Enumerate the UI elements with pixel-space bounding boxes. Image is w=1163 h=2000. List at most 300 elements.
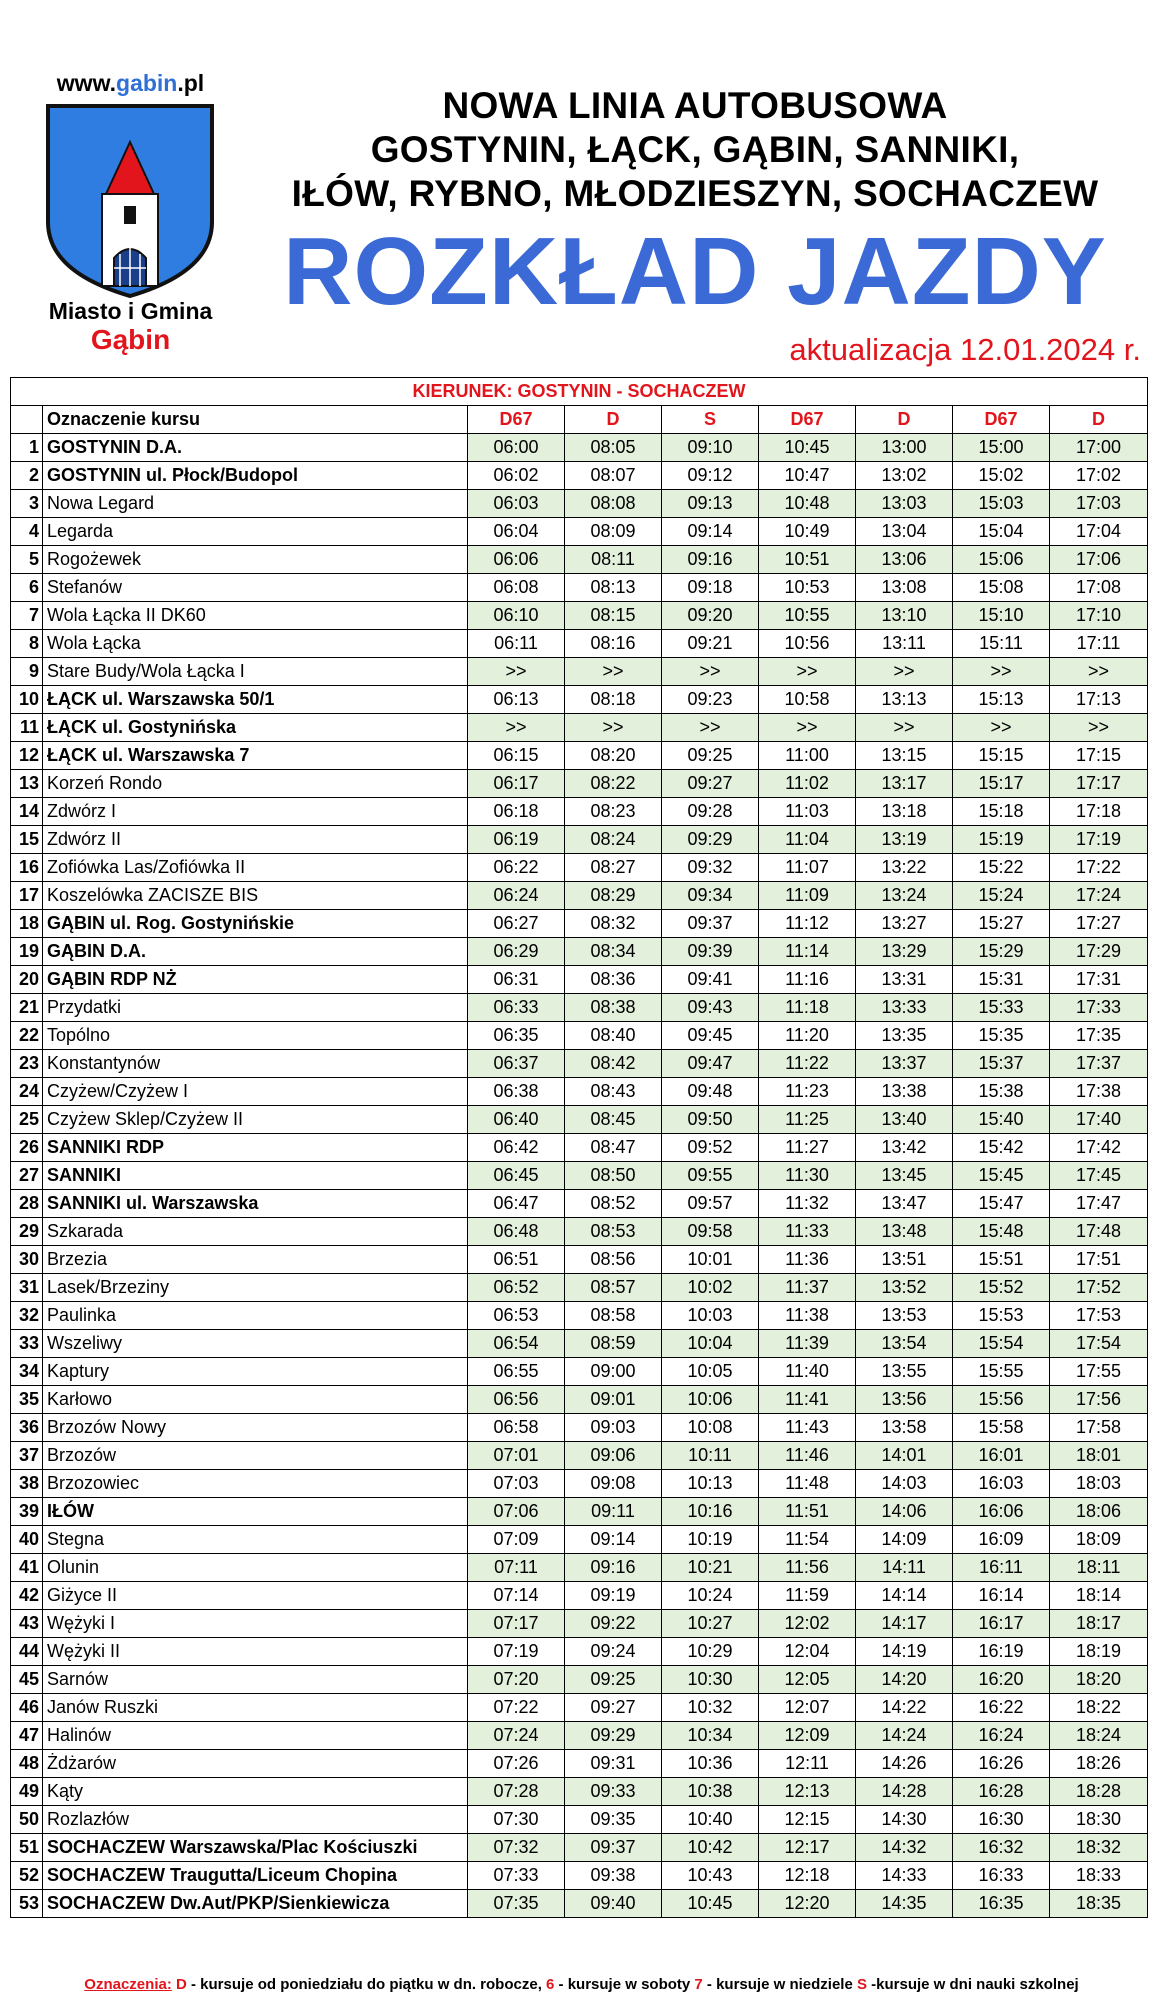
departure-time: 09:08 [565, 1470, 662, 1498]
departure-time: 18:19 [1050, 1638, 1148, 1666]
departure-time: 17:33 [1050, 994, 1148, 1022]
departure-time: 09:29 [565, 1722, 662, 1750]
departure-time: 08:47 [565, 1134, 662, 1162]
departure-time: 14:11 [856, 1554, 953, 1582]
departure-time: 06:03 [468, 490, 565, 518]
departure-time: 11:03 [759, 798, 856, 826]
departure-time: 06:15 [468, 742, 565, 770]
departure-time: 10:49 [759, 518, 856, 546]
departure-time: 07:26 [468, 1750, 565, 1778]
departure-time: 18:03 [1050, 1470, 1148, 1498]
departure-time: 11:41 [759, 1386, 856, 1414]
departure-time: 16:09 [953, 1526, 1050, 1554]
departure-time: 08:13 [565, 574, 662, 602]
course-code-5: D [856, 406, 953, 434]
departure-time: 18:28 [1050, 1778, 1148, 1806]
departure-time: 06:18 [468, 798, 565, 826]
table-row [11, 546, 1148, 574]
legend-text-s: -kursuje w dni nauki szkolnej [866, 1976, 1079, 1993]
table-row [11, 938, 1148, 966]
table-row [11, 574, 1148, 602]
departure-time: 13:24 [856, 882, 953, 910]
municipality-logo [28, 70, 233, 360]
stop-number: 42 [11, 1582, 43, 1610]
departure-time: 12:13 [759, 1778, 856, 1806]
departure-time: 13:33 [856, 994, 953, 1022]
departure-time: 11:56 [759, 1554, 856, 1582]
stop-name: Brzozowiec [43, 1470, 468, 1498]
departure-time: 10:06 [662, 1386, 759, 1414]
departure-time: >> [565, 714, 662, 742]
departure-time: 10:29 [662, 1638, 759, 1666]
stop-number: 30 [11, 1246, 43, 1274]
departure-time: 16:01 [953, 1442, 1050, 1470]
departure-time: 16:24 [953, 1722, 1050, 1750]
departure-time: 13:02 [856, 462, 953, 490]
stop-number: 48 [11, 1750, 43, 1778]
stop-number: 36 [11, 1414, 43, 1442]
departure-time: 18:17 [1050, 1610, 1148, 1638]
stop-name: Brzozów [43, 1442, 468, 1470]
departure-time: 10:48 [759, 490, 856, 518]
departure-time: 13:31 [856, 966, 953, 994]
departure-time: 09:40 [565, 1890, 662, 1918]
departure-time: 09:45 [662, 1022, 759, 1050]
departure-time: 11:02 [759, 770, 856, 798]
stop-number: 19 [11, 938, 43, 966]
departure-time: 18:32 [1050, 1834, 1148, 1862]
departure-time: 17:02 [1050, 462, 1148, 490]
stop-name: Stegna [43, 1526, 468, 1554]
stop-number: 34 [11, 1358, 43, 1386]
course-code-7: D [1050, 406, 1148, 434]
departure-time: 17:47 [1050, 1190, 1148, 1218]
stop-name: Brzozów Nowy [43, 1414, 468, 1442]
stop-name: Zofiówka Las/Zofiówka II [43, 854, 468, 882]
stop-name: Halinów [43, 1722, 468, 1750]
legend-code-6: 6 [546, 1976, 555, 1993]
table-row [11, 434, 1148, 462]
departure-time: 06:10 [468, 602, 565, 630]
departure-time: >> [565, 658, 662, 686]
departure-time: 10:03 [662, 1302, 759, 1330]
departure-time: 18:33 [1050, 1862, 1148, 1890]
stop-name: Giżyce II [43, 1582, 468, 1610]
course-code-2: D [565, 406, 662, 434]
departure-time: 09:19 [565, 1582, 662, 1610]
departure-time: 08:29 [565, 882, 662, 910]
departure-time: 15:45 [953, 1162, 1050, 1190]
departure-time: 15:56 [953, 1386, 1050, 1414]
departure-time: 16:14 [953, 1582, 1050, 1610]
departure-time: 17:24 [1050, 882, 1148, 910]
table-row [11, 1246, 1148, 1274]
departure-time: 13:37 [856, 1050, 953, 1078]
stop-name: Wężyki I [43, 1610, 468, 1638]
departure-time: 13:03 [856, 490, 953, 518]
departure-time: 06:24 [468, 882, 565, 910]
table-row [11, 1750, 1148, 1778]
stop-number: 8 [11, 630, 43, 658]
departure-time: 16:17 [953, 1610, 1050, 1638]
departure-time: 09:01 [565, 1386, 662, 1414]
table-row [11, 518, 1148, 546]
departure-time: 17:38 [1050, 1078, 1148, 1106]
departure-time: 11:37 [759, 1274, 856, 1302]
course-header-row [11, 406, 1148, 434]
stop-name: Rozlazłów [43, 1806, 468, 1834]
departure-time: 11:39 [759, 1330, 856, 1358]
departure-time: 10:08 [662, 1414, 759, 1442]
departure-time: 08:57 [565, 1274, 662, 1302]
departure-time: 09:50 [662, 1106, 759, 1134]
table-row [11, 826, 1148, 854]
departure-time: 15:54 [953, 1330, 1050, 1358]
stop-number: 9 [11, 658, 43, 686]
departure-time: 08:05 [565, 434, 662, 462]
departure-time: 09:28 [662, 798, 759, 826]
stop-name: GOSTYNIN ul. Płock/Budopol [43, 462, 468, 490]
departure-time: 11:22 [759, 1050, 856, 1078]
departure-time: 09:25 [662, 742, 759, 770]
departure-time: 06:27 [468, 910, 565, 938]
departure-time: 10:34 [662, 1722, 759, 1750]
departure-time: 06:00 [468, 434, 565, 462]
departure-time: 12:11 [759, 1750, 856, 1778]
stop-number: 43 [11, 1610, 43, 1638]
departure-time: 14:30 [856, 1806, 953, 1834]
stop-name: SOCHACZEW Dw.Aut/PKP/Sienkiewicza [43, 1890, 468, 1918]
table-row [11, 1890, 1148, 1918]
stop-name: IŁÓW [43, 1498, 468, 1526]
departure-time: 15:58 [953, 1414, 1050, 1442]
departure-time: 07:30 [468, 1806, 565, 1834]
departure-time: 07:01 [468, 1442, 565, 1470]
stop-number: 41 [11, 1554, 43, 1582]
departure-time: 14:09 [856, 1526, 953, 1554]
departure-time: 09:11 [565, 1498, 662, 1526]
stop-name: ŁĄCK ul. Warszawska 50/1 [43, 686, 468, 714]
departure-time: 15:08 [953, 574, 1050, 602]
departure-time: 11:27 [759, 1134, 856, 1162]
departure-time: 10:13 [662, 1470, 759, 1498]
departure-time: 08:59 [565, 1330, 662, 1358]
departure-time: 10:30 [662, 1666, 759, 1694]
departure-time: 11:38 [759, 1302, 856, 1330]
departure-time: 12:07 [759, 1694, 856, 1722]
departure-time: 18:14 [1050, 1582, 1148, 1610]
departure-time: 08:40 [565, 1022, 662, 1050]
departure-time: 14:14 [856, 1582, 953, 1610]
departure-time: 13:40 [856, 1106, 953, 1134]
course-label: Oznaczenie kursu [43, 406, 468, 434]
departure-time: 07:09 [468, 1526, 565, 1554]
departure-time: 14:28 [856, 1778, 953, 1806]
departure-time: 08:43 [565, 1078, 662, 1106]
departure-time: 13:53 [856, 1302, 953, 1330]
departure-time: 17:13 [1050, 686, 1148, 714]
departure-time: 15:55 [953, 1358, 1050, 1386]
departure-time: 06:58 [468, 1414, 565, 1442]
departure-time: 11:20 [759, 1022, 856, 1050]
table-row [11, 1302, 1148, 1330]
departure-time: 15:40 [953, 1106, 1050, 1134]
departure-time: 17:56 [1050, 1386, 1148, 1414]
departure-time: 08:45 [565, 1106, 662, 1134]
stop-name: Wężyki II [43, 1638, 468, 1666]
departure-time: 08:16 [565, 630, 662, 658]
departure-time: 18:06 [1050, 1498, 1148, 1526]
departure-time: 09:16 [565, 1554, 662, 1582]
departure-time: 09:52 [662, 1134, 759, 1162]
departure-time: 16:26 [953, 1750, 1050, 1778]
departure-time: 15:06 [953, 546, 1050, 574]
departure-time: 15:04 [953, 518, 1050, 546]
stop-number: 37 [11, 1442, 43, 1470]
stop-number: 12 [11, 742, 43, 770]
departure-time: 13:54 [856, 1330, 953, 1358]
departure-time: 08:08 [565, 490, 662, 518]
stop-name: Janów Ruszki [43, 1694, 468, 1722]
departure-time: 10:32 [662, 1694, 759, 1722]
departure-time: 09:39 [662, 938, 759, 966]
departure-time: 11:59 [759, 1582, 856, 1610]
departure-time: 06:31 [468, 966, 565, 994]
departure-time: 08:09 [565, 518, 662, 546]
departure-time: 07:35 [468, 1890, 565, 1918]
departure-time: 09:20 [662, 602, 759, 630]
departure-time: 15:19 [953, 826, 1050, 854]
departure-time: 13:47 [856, 1190, 953, 1218]
departure-time: 16:32 [953, 1834, 1050, 1862]
stop-number: 1 [11, 434, 43, 462]
departure-time: 12:17 [759, 1834, 856, 1862]
departure-time: 11:23 [759, 1078, 856, 1106]
departure-time: 12:05 [759, 1666, 856, 1694]
departure-time: 17:08 [1050, 574, 1148, 602]
departure-time: 07:24 [468, 1722, 565, 1750]
departure-time: 08:58 [565, 1302, 662, 1330]
direction-row [11, 378, 1148, 406]
departure-time: 08:32 [565, 910, 662, 938]
departure-time: 13:11 [856, 630, 953, 658]
departure-time: 14:33 [856, 1862, 953, 1890]
departure-time: 06:45 [468, 1162, 565, 1190]
departure-time: 17:42 [1050, 1134, 1148, 1162]
departure-time: 09:14 [662, 518, 759, 546]
table-row [11, 1834, 1148, 1862]
departure-time: 11:00 [759, 742, 856, 770]
stop-name: Olunin [43, 1554, 468, 1582]
coat-of-arms-icon [44, 102, 216, 300]
stop-name: Stefanów [43, 574, 468, 602]
departure-time: 06:51 [468, 1246, 565, 1274]
legend-code-7: 7 [694, 1976, 703, 1993]
table-row [11, 1666, 1148, 1694]
departure-time: 06:04 [468, 518, 565, 546]
departure-time: 11:51 [759, 1498, 856, 1526]
departure-time: 06:47 [468, 1190, 565, 1218]
departure-time: 06:17 [468, 770, 565, 798]
departure-time: 17:19 [1050, 826, 1148, 854]
departure-time: 07:11 [468, 1554, 565, 1582]
departure-time: 13:35 [856, 1022, 953, 1050]
departure-time: 13:18 [856, 798, 953, 826]
stop-number: 17 [11, 882, 43, 910]
stop-name: Czyżew Sklep/Czyżew II [43, 1106, 468, 1134]
departure-time: 10:47 [759, 462, 856, 490]
course-code-6: D67 [953, 406, 1050, 434]
departure-time: 16:06 [953, 1498, 1050, 1526]
departure-time: 17:52 [1050, 1274, 1148, 1302]
departure-time: 13:45 [856, 1162, 953, 1190]
departure-time: 09:10 [662, 434, 759, 462]
table-row [11, 854, 1148, 882]
departure-time: 08:15 [565, 602, 662, 630]
stop-name: Wola Łącka [43, 630, 468, 658]
departure-time: 15:02 [953, 462, 1050, 490]
stop-number: 40 [11, 1526, 43, 1554]
stop-name: Nowa Legard [43, 490, 468, 518]
stop-name: Kąty [43, 1778, 468, 1806]
departure-time: 13:51 [856, 1246, 953, 1274]
stop-number: 29 [11, 1218, 43, 1246]
departure-time: 14:17 [856, 1610, 953, 1638]
departure-time: 17:37 [1050, 1050, 1148, 1078]
departure-time: 14:19 [856, 1638, 953, 1666]
departure-time: 14:32 [856, 1834, 953, 1862]
departure-time: 06:02 [468, 462, 565, 490]
departure-time: 10:24 [662, 1582, 759, 1610]
departure-time: 06:08 [468, 574, 565, 602]
departure-time: 13:29 [856, 938, 953, 966]
table-row [11, 1778, 1148, 1806]
stop-name: Konstantynów [43, 1050, 468, 1078]
departure-time: >> [856, 658, 953, 686]
stop-name: ŁĄCK ul. Warszawska 7 [43, 742, 468, 770]
departure-time: 18:20 [1050, 1666, 1148, 1694]
departure-time: 15:15 [953, 742, 1050, 770]
departure-time: 10:19 [662, 1526, 759, 1554]
departure-time: 07:20 [468, 1666, 565, 1694]
departure-time: 17:04 [1050, 518, 1148, 546]
departure-time: 16:20 [953, 1666, 1050, 1694]
table-row [11, 1358, 1148, 1386]
departure-time: 17:00 [1050, 434, 1148, 462]
departure-time: 08:23 [565, 798, 662, 826]
table-row [11, 882, 1148, 910]
headline-line-2: GOSTYNIN, ŁĄCK, GĄBIN, SANNIKI, [370, 129, 1020, 170]
departure-time: 12:20 [759, 1890, 856, 1918]
departure-time: 18:09 [1050, 1526, 1148, 1554]
course-code-1: D67 [468, 406, 565, 434]
stop-number: 5 [11, 546, 43, 574]
stop-number: 6 [11, 574, 43, 602]
departure-time: 13:10 [856, 602, 953, 630]
table-row [11, 1442, 1148, 1470]
departure-time: 13:38 [856, 1078, 953, 1106]
departure-time: 10:55 [759, 602, 856, 630]
departure-time: 08:24 [565, 826, 662, 854]
departure-time: 13:22 [856, 854, 953, 882]
departure-time: 11:30 [759, 1162, 856, 1190]
departure-time: 13:52 [856, 1274, 953, 1302]
direction-label: KIERUNEK: GOSTYNIN - SOCHACZEW [11, 378, 1148, 406]
table-row [11, 1526, 1148, 1554]
table-row [11, 1050, 1148, 1078]
stop-number: 3 [11, 490, 43, 518]
logo-town-name: Gąbin [90, 324, 171, 355]
departure-time: 18:22 [1050, 1694, 1148, 1722]
departure-time: 17:22 [1050, 854, 1148, 882]
departure-time: >> [1050, 714, 1148, 742]
stop-number: 13 [11, 770, 43, 798]
timetable [10, 377, 1148, 1918]
stop-name: Zdwórz I [43, 798, 468, 826]
departure-time: 15:48 [953, 1218, 1050, 1246]
departure-time: 16:30 [953, 1806, 1050, 1834]
stop-name: GĄBIN D.A. [43, 938, 468, 966]
departure-time: 17:10 [1050, 602, 1148, 630]
departure-time: 06:53 [468, 1302, 565, 1330]
table-row [11, 658, 1148, 686]
departure-time: 17:27 [1050, 910, 1148, 938]
departure-time: 06:56 [468, 1386, 565, 1414]
departure-time: 17:40 [1050, 1106, 1148, 1134]
table-row [11, 1610, 1148, 1638]
stop-name: GĄBIN RDP NŻ [43, 966, 468, 994]
stop-number: 46 [11, 1694, 43, 1722]
departure-time: 08:34 [565, 938, 662, 966]
departure-time: 17:31 [1050, 966, 1148, 994]
departure-time: 15:22 [953, 854, 1050, 882]
stop-number: 22 [11, 1022, 43, 1050]
departure-time: 09:58 [662, 1218, 759, 1246]
table-row [11, 1218, 1148, 1246]
departure-time: 15:31 [953, 966, 1050, 994]
departure-time: 17:15 [1050, 742, 1148, 770]
course-code-4: D67 [759, 406, 856, 434]
departure-time: 15:51 [953, 1246, 1050, 1274]
departure-time: 15:37 [953, 1050, 1050, 1078]
departure-time: 08:22 [565, 770, 662, 798]
stop-name: Koszelówka ZACISZE BIS [43, 882, 468, 910]
departure-time: 09:27 [565, 1694, 662, 1722]
table-row [11, 742, 1148, 770]
departure-time: >> [662, 658, 759, 686]
departure-time: 07:17 [468, 1610, 565, 1638]
departure-time: 10:04 [662, 1330, 759, 1358]
departure-time: 08:50 [565, 1162, 662, 1190]
departure-time: 09:43 [662, 994, 759, 1022]
stop-number: 10 [11, 686, 43, 714]
departure-time: 08:27 [565, 854, 662, 882]
departure-time: 09:57 [662, 1190, 759, 1218]
table-row [11, 966, 1148, 994]
stop-number: 24 [11, 1078, 43, 1106]
table-row [11, 1134, 1148, 1162]
stop-name: SANNIKI [43, 1162, 468, 1190]
departure-time: 09:47 [662, 1050, 759, 1078]
departure-time: 10:58 [759, 686, 856, 714]
departure-time: 09:37 [662, 910, 759, 938]
departure-time: 17:55 [1050, 1358, 1148, 1386]
table-row [11, 1386, 1148, 1414]
stop-number: 47 [11, 1722, 43, 1750]
logo-caption: Miasto i Gmina [48, 298, 213, 324]
departure-time: >> [953, 658, 1050, 686]
departure-time: 09:48 [662, 1078, 759, 1106]
